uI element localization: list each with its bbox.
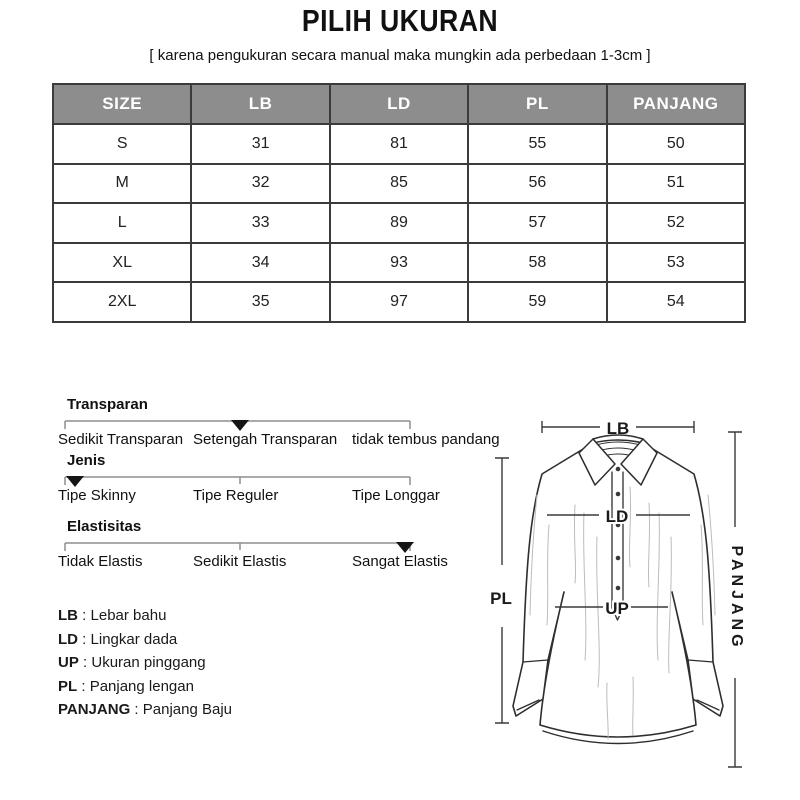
cell-panjang: 54 <box>607 282 745 322</box>
legend-abbr: PANJANG <box>58 701 131 718</box>
cell-size: XL <box>53 243 191 283</box>
legend-desc: Panjang Baju <box>142 701 232 718</box>
scale-marker-icon <box>66 476 84 487</box>
cell-lb: 35 <box>191 282 329 322</box>
legend-desc: Panjang lengan <box>89 677 194 695</box>
cell-ld: 89 <box>330 203 468 243</box>
cell-ld: 85 <box>330 164 468 204</box>
option-label: Sangat Elastis <box>352 553 448 570</box>
option-label: tidak tembus pandang <box>352 431 500 448</box>
shirt-measurement-diagram <box>480 395 800 800</box>
option-label: Tidak Elastis <box>58 553 143 570</box>
cell-ld: 93 <box>330 243 468 283</box>
legend-desc: Lingkar dada <box>90 630 178 648</box>
cell-pl: 58 <box>468 243 606 283</box>
shirt-drawing <box>513 435 723 744</box>
cell-size: 2XL <box>53 282 191 322</box>
cell-panjang: 53 <box>607 243 745 283</box>
cell-pl: 59 <box>468 282 606 322</box>
cell-size: L <box>53 203 191 243</box>
table-row <box>53 164 745 204</box>
cell-panjang: 52 <box>607 203 745 243</box>
cell-lb: 33 <box>191 203 329 243</box>
scale-marker-icon <box>396 542 414 553</box>
scale-transparan-options <box>58 431 500 451</box>
legend-separator: : <box>78 630 91 648</box>
legend-item-lb <box>58 604 232 628</box>
table-row <box>53 203 745 243</box>
legend-abbr: LD <box>58 630 78 648</box>
scale-jenis <box>58 452 478 510</box>
table-row <box>53 243 745 283</box>
size-table-header-row <box>53 84 745 124</box>
cell-panjang: 50 <box>607 124 745 164</box>
diagram-label-lb: LB <box>606 419 630 438</box>
option-label: Setengah Transparan <box>193 431 338 448</box>
diagram-label-ld: LD <box>605 507 629 526</box>
abbreviation-legend <box>58 604 232 722</box>
cell-size: S <box>53 124 191 164</box>
option-label: Tipe Longgar <box>352 487 440 504</box>
legend-item-ld <box>58 628 232 652</box>
table-row <box>53 282 745 322</box>
scale-jenis-options <box>58 487 478 507</box>
legend-abbr: UP <box>58 654 79 671</box>
scale-transparan-label: Transparan <box>67 396 148 413</box>
legend-separator: : <box>78 654 92 671</box>
legend-separator: : <box>130 701 143 718</box>
table-row <box>53 124 745 164</box>
legend-abbr: LB <box>58 607 78 624</box>
scale-marker-icon <box>231 420 249 431</box>
legend-desc: Ukuran pinggang <box>91 654 206 671</box>
page-title: PILIH UKURAN <box>301 3 499 38</box>
cell-size: M <box>53 164 191 204</box>
col-header-pl: PL <box>468 84 606 124</box>
option-label: Sedikit Elastis <box>193 553 287 570</box>
scale-transparan <box>58 396 500 454</box>
cell-lb: 32 <box>191 164 329 204</box>
page-subtitle: [ karena pengukuran secara manual maka mungkin ada perbedaan 1-3cm ] <box>149 47 651 64</box>
size-table <box>52 83 746 323</box>
scale-jenis-label: Jenis <box>67 452 106 469</box>
col-header-ld: LD <box>330 84 468 124</box>
scale-elastisitas-options <box>58 553 478 573</box>
cell-panjang: 51 <box>607 164 745 204</box>
scale-elastisitas-label: Elastisitas <box>67 518 142 535</box>
cell-lb: 34 <box>191 243 329 283</box>
legend-abbr: PL <box>58 677 78 695</box>
option-label: Sedikit Transparan <box>58 431 184 448</box>
diagram-label-up: UP <box>605 599 629 618</box>
legend-desc: Lebar bahu <box>90 607 167 624</box>
legend-item-up <box>58 651 232 675</box>
legend-separator: : <box>77 677 90 695</box>
option-label: Tipe Reguler <box>193 487 279 504</box>
col-header-size: SIZE <box>53 84 191 124</box>
diagram-label-pl: PL <box>490 589 512 608</box>
diagram-label-panjang: PANJANG <box>728 545 745 651</box>
cell-pl: 56 <box>468 164 606 204</box>
col-header-panjang: PANJANG <box>607 84 745 124</box>
option-label: Tipe Skinny <box>58 487 136 504</box>
legend-separator: : <box>78 607 91 624</box>
cell-pl: 57 <box>468 203 606 243</box>
cell-ld: 81 <box>330 124 468 164</box>
cell-ld: 97 <box>330 282 468 322</box>
cell-pl: 55 <box>468 124 606 164</box>
legend-item-pl <box>58 675 232 699</box>
scale-elastisitas <box>58 518 478 576</box>
col-header-lb: LB <box>191 84 329 124</box>
cell-lb: 31 <box>191 124 329 164</box>
legend-item-panjang <box>58 698 232 722</box>
